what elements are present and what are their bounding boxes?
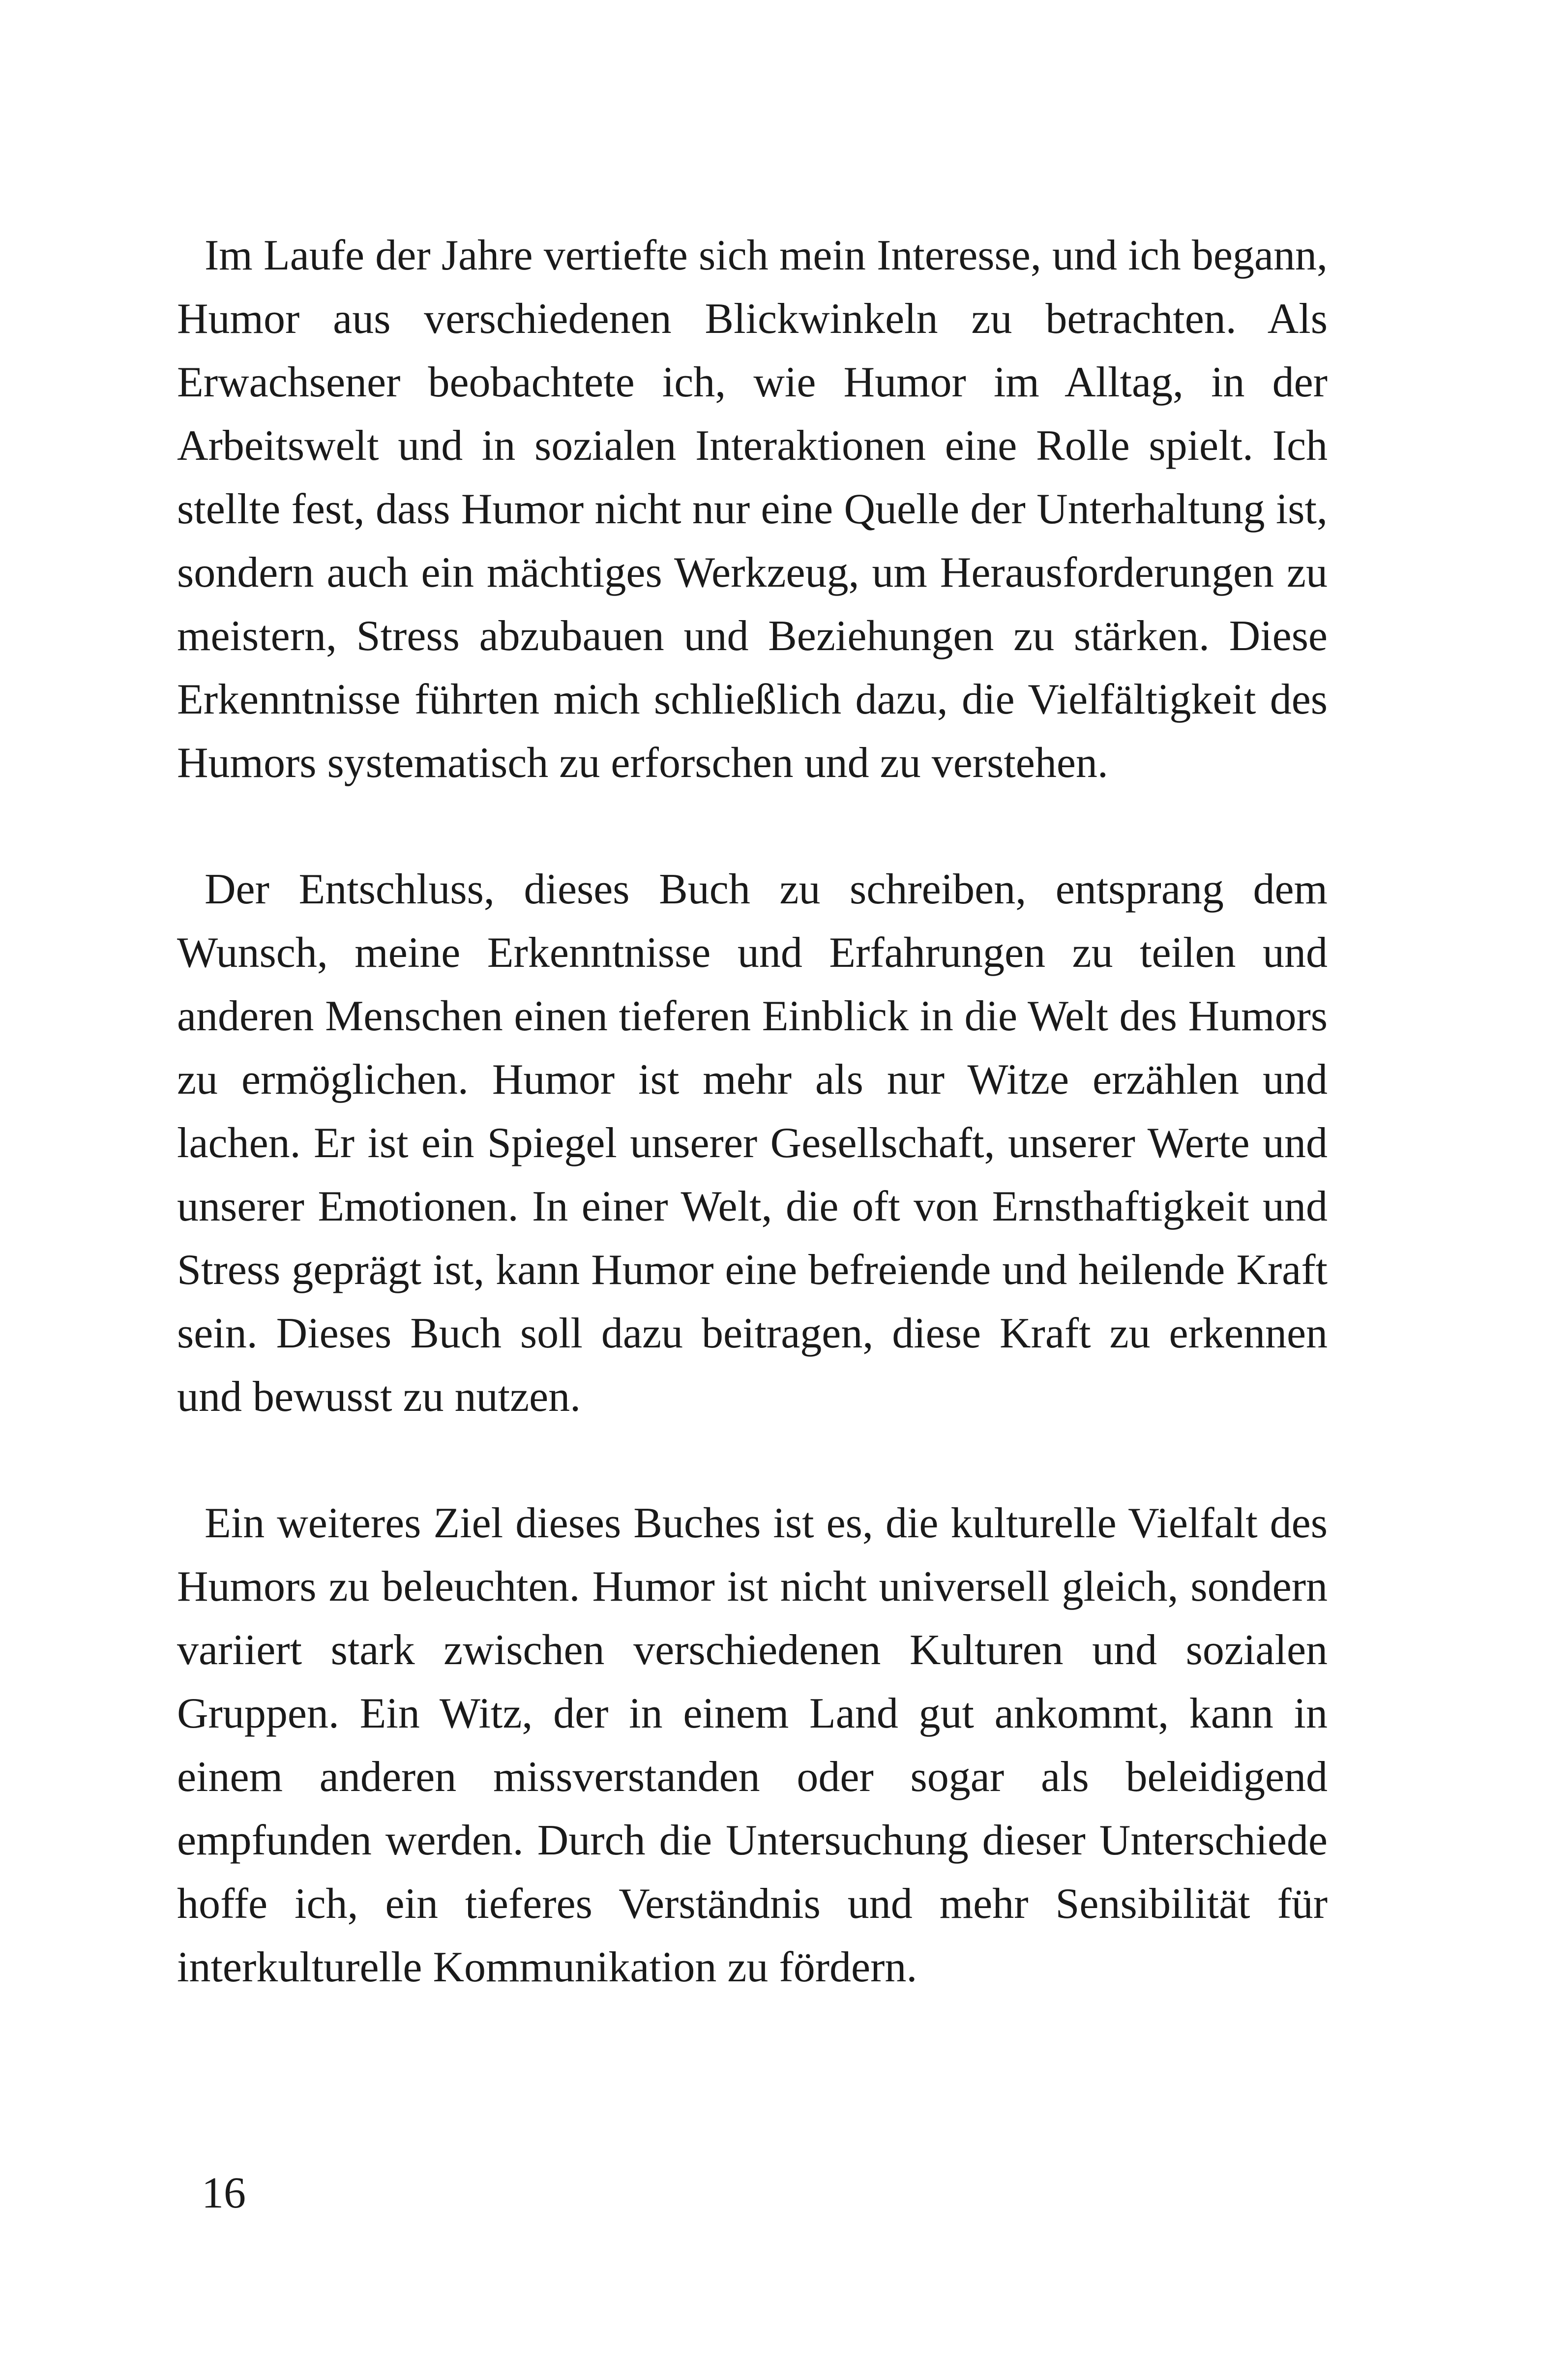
paragraph-1: Im Laufe der Jahre vertiefte sich mein Interesse, und ich begann, Humor aus verschiedenen Blickwinkeln zu betrachten. Als Erwachsener beobachtete ich, wie Humor im Alltag, in der Arbeitswelt und in sozialen Interaktionen eine Rolle spielt. Ich stellte fest, dass Humor nicht nur eine Quelle der Unterhaltung ist, sondern auch ein mächtiges Werkzeug, um Herausforderungen zu meistern, Stress abzubauen und Beziehungen zu stärken. Diese Erkenntnisse führten mich schließlich dazu, die Vielfältigkeit des Humors systematisch zu erforschen und zu verstehen. xyxy=(177,232,1328,787)
body-text xyxy=(177,224,1328,1999)
paragraph-2: Der Entschluss, dieses Buch zu schreiben, entsprang dem Wunsch, meine Erkenntnisse und Erfahrungen zu teilen und anderen Menschen einen tieferen Einblick in die Welt des Humors zu ermöglichen. Humor ist mehr als nur Witze erzählen und lachen. Er ist ein Spiegel unserer Gesellschaft, unserer Werte und unserer Emotionen. In einer Welt, die oft von Ernsthaftigkeit und Stress geprägt ist, kann Humor eine befreiende und heilende Kraft sein. Dieses Buch soll dazu beitragen, diese Kraft zu erkennen und bewusst zu nutzen. xyxy=(177,866,1328,1421)
page-number: 16 xyxy=(202,2169,246,2217)
paragraph-3: Ein weiteres Ziel dieses Buches ist es, die kulturelle Vielfalt des Humors zu beleuchten. Humor ist nicht universell gleich, sondern variiert stark zwischen verschiedenen Kulturen und sozialen Gruppen. Ein Witz, der in einem Land gut ankommt, kann in einem anderen missverstanden oder sogar als beleidigend empfunden werden. Durch die Untersuchung dieser Unterschiede hoffe ich, ein tieferes Verständnis und mehr Sensibilität für interkulturelle Kommunikation zu fördern. xyxy=(177,1499,1328,1991)
